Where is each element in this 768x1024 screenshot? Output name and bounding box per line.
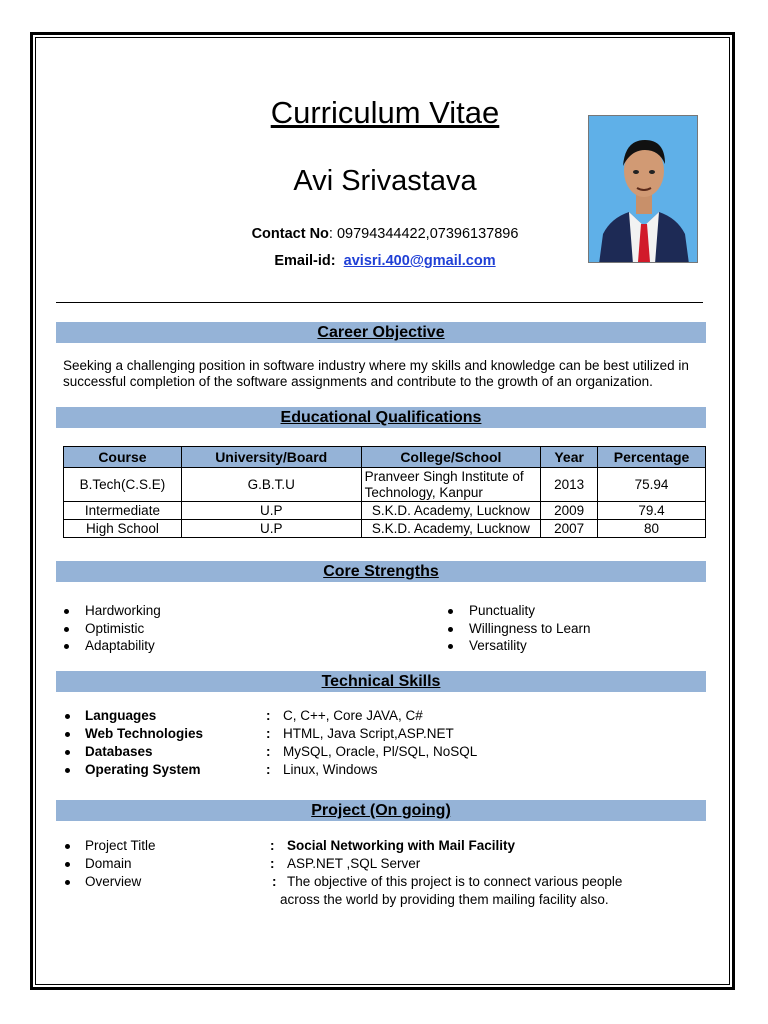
header-course: Course [64,447,182,468]
table-cell: S.K.D. Academy, Lucknow [361,520,541,538]
contact-line [170,226,600,242]
table-row [64,468,706,502]
section-title: Educational Qualifications [280,409,482,426]
table-cell: 80 [598,520,706,538]
list-item: Punctuality [446,602,591,620]
table-row [64,520,706,538]
project-colon: : [272,874,277,889]
table-cell: 75.94 [598,468,706,502]
email-label: Email-id: [274,253,336,269]
skill-colon: : [266,708,271,723]
skill-label: Operating System [85,762,201,777]
strengths-list-left [62,602,161,655]
table-cell: Intermediate [64,502,182,520]
table-cell: 2009 [541,502,598,520]
list-item: Versatility [446,637,591,655]
skill-value: MySQL, Oracle, Pl/SQL, NoSQL [283,744,478,759]
list-item: Hardworking [62,602,161,620]
email-link[interactable]: avisri.400@gmail.com [343,253,496,269]
table-row [64,502,706,520]
section-title: Project (On going) [311,802,451,819]
table-header-row [64,447,706,468]
table-cell: 79.4 [598,502,706,520]
section-career-objective [56,322,706,343]
skill-label: Languages [85,708,157,723]
header-percentage: Percentage [598,447,706,468]
list-item: Willingness to Learn [446,620,591,638]
header-divider [56,302,703,303]
project-label: Domain [85,856,132,871]
profile-photo [588,115,698,263]
table-cell: U.P [181,520,361,538]
section-technical-skills [56,671,706,692]
project-colon: : [270,856,275,871]
skill-value: Linux, Windows [283,762,378,777]
skill-colon: : [266,762,271,777]
contact-value: : 09794344422,07396137896 [328,226,519,242]
project-label: Project Title [85,838,156,853]
section-educational-qualifications [56,407,706,428]
career-objective-text: Seeking a challenging position in software industry where my skills and knowledge can be best utilized in successful completion of the software assignments and contribute to the growth of an organization. [63,358,689,389]
bullet [65,732,70,737]
skill-label: Web Technologies [85,726,204,741]
project-label: Overview [85,874,142,889]
header-year: Year [541,447,598,468]
strengths-list-right [446,602,591,655]
bullet [65,880,70,885]
bullet [65,750,70,755]
section-title: Core Strengths [323,563,439,580]
project-value: ASP.NET ,SQL Server [287,856,421,871]
bullet [65,844,70,849]
contact-label: Contact No [251,226,329,242]
skill-value: HTML, Java Script,ASP.NET [283,726,454,741]
cv-title: Curriculum Vitae [270,95,500,130]
skill-colon: : [266,744,271,759]
education-table [63,446,706,538]
project-colon: : [270,838,275,853]
project-value: Social Networking with Mail Facility [287,838,516,853]
bullet [65,714,70,719]
table-cell: 2007 [541,520,598,538]
table-cell: U.P [181,502,361,520]
project-value-continued: across the world by providing them mailing facility also. [280,892,609,907]
list-item: Optimistic [62,620,161,638]
list-item: Adaptability [62,637,161,655]
table-cell: High School [64,520,182,538]
bullet [65,862,70,867]
table-cell: Pranveer Singh Institute of Technology, Kanpur [361,468,541,502]
skill-colon: : [266,726,271,741]
project-value: The objective of this project is to connect various people [287,874,623,889]
section-title: Career Objective [317,324,445,341]
section-project [56,800,706,821]
table-cell: 2013 [541,468,598,502]
profile-photo-image [589,116,698,263]
table-cell: B.Tech(C.S.E) [64,468,182,502]
email-line [170,253,600,269]
table-cell: S.K.D. Academy, Lucknow [361,502,541,520]
section-core-strengths [56,561,706,582]
bullet [65,768,70,773]
section-title: Technical Skills [321,673,441,690]
candidate-name: Avi Srivastava [293,165,477,197]
skill-label: Databases [85,744,153,759]
skill-value: C, C++, Core JAVA, C# [283,708,423,723]
table-cell: G.B.T.U [181,468,361,502]
header-university: University/Board [181,447,361,468]
header-college: College/School [361,447,541,468]
